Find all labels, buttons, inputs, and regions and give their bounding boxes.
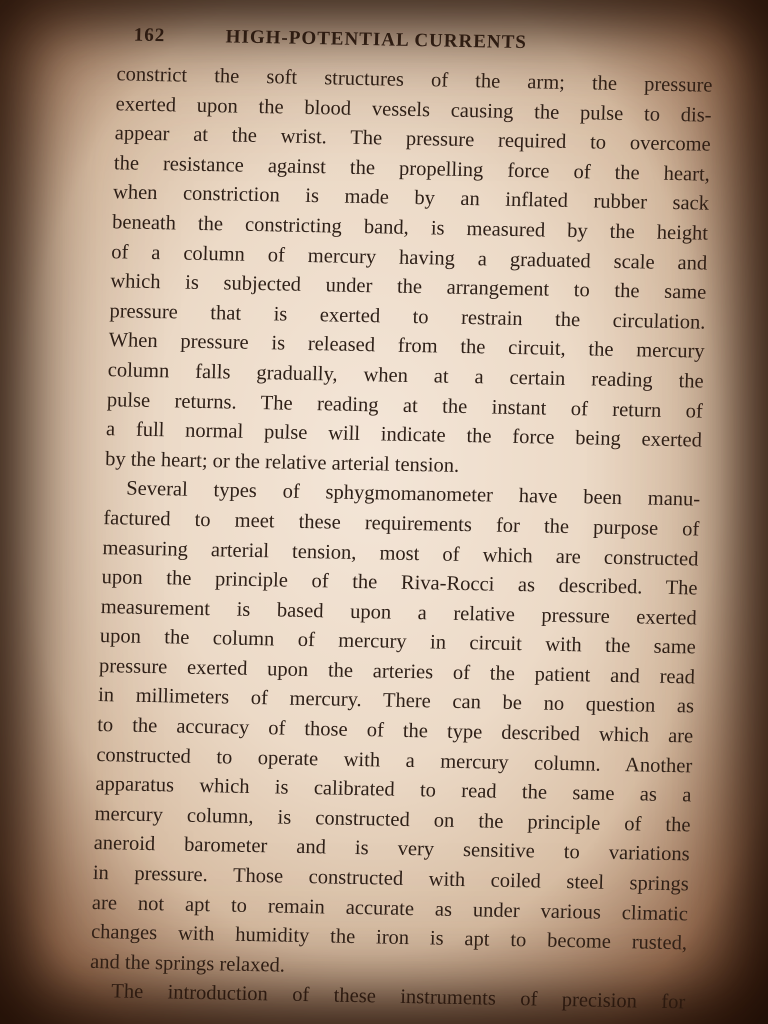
text-line: which is subjected under the arrangement to the same: [110, 270, 707, 304]
text-line: Several types of sphygmomanometer have been manu-: [125, 477, 701, 511]
text-line: changes with humidity the iron is apt to become rusted,: [90, 921, 688, 955]
page-number: 162: [133, 24, 166, 47]
body-text: [89, 60, 713, 1018]
text-line: measurement is based upon a relative pressure exerted: [100, 595, 697, 630]
text-line: a full normal pulse will indicate the force being exerted: [105, 418, 703, 452]
text-line: by the heart; or the relative arterial tension.: [104, 447, 460, 477]
text-line: pressure that is exerted to restrain the circulation.: [109, 299, 706, 334]
text-line: of a column of mercury having a graduated scale and: [110, 240, 708, 275]
text-line: constrict the soft structures of the arm; the pressure: [116, 63, 713, 97]
text-line: in millimeters of mercury. There can be no question as: [97, 684, 695, 718]
text-line: and the springs relaxed.: [89, 950, 286, 977]
text-line: mercury column, is constructed on the principle of the: [94, 802, 691, 837]
text-line: beneath the constricting band, is measured by the height: [111, 211, 709, 245]
book-page: [89, 24, 714, 1018]
text-line: column falls gradually, when at a certain reading the: [107, 359, 705, 393]
text-line: upon the principle of the Riva-Rocci as described. The: [101, 566, 698, 600]
text-line: in pressure. Those constructed with coiled steel springs: [92, 861, 690, 896]
text-line: to the accuracy of those of the type described which are: [96, 714, 694, 748]
text-line: When pressure is released from the circuit, the mercury: [108, 329, 705, 363]
text-line: are not apt to remain accurate as under various climatic: [91, 891, 689, 926]
text-line: The introduction of these instruments of precision for: [111, 980, 686, 1014]
running-head: HIGH-POTENTIAL CURRENTS: [225, 26, 528, 54]
text-line: the resistance against the propelling force of the heart,: [113, 152, 711, 186]
text-line: constructed to operate with a mercury column. Another: [96, 743, 693, 778]
text-line: aneroid barometer and is very sensitive to variations: [93, 832, 690, 866]
text-line: pulse returns. The reading at the instant of return of: [106, 388, 704, 423]
text-line: upon the column of mercury in circuit with the same: [99, 625, 697, 659]
text-line: factured to meet these requirements for the purpose of: [103, 506, 700, 541]
text-line: apparatus which is calibrated to read the same as a: [95, 773, 692, 807]
text-line: pressure exerted upon the arteries of the patient and read: [98, 654, 696, 689]
text-line: exerted upon the blood vessels causing the pulse to dis-: [115, 92, 712, 127]
text-line: appear at the wrist. The pressure required to overcome: [114, 122, 712, 156]
text-line: when constriction is made by an inflated rubber sack: [112, 181, 710, 216]
text-line: measuring arterial tension, most of which are constructed: [102, 536, 699, 571]
